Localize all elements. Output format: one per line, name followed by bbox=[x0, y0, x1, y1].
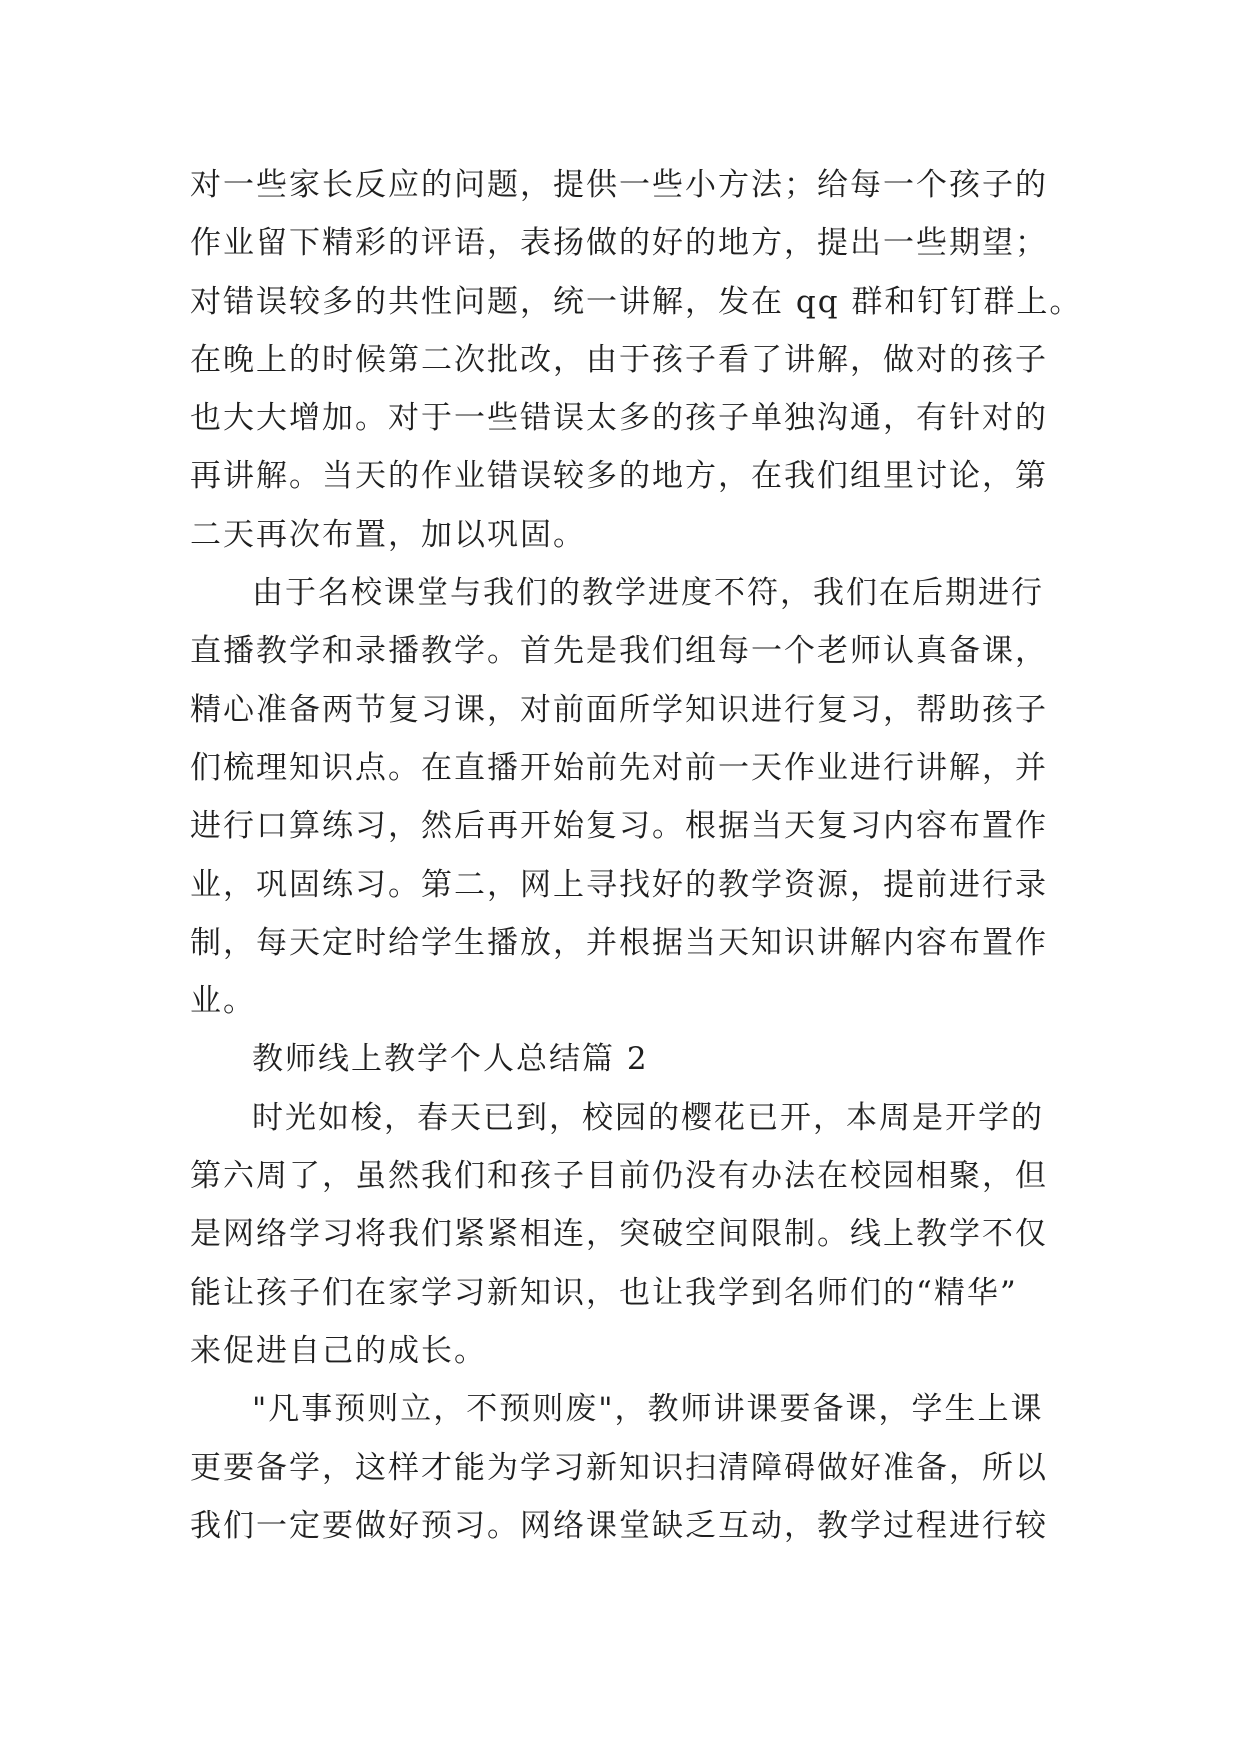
document-body bbox=[190, 156, 1083, 1555]
text-line: 们梳理知识点。在直播开始前先对前一天作业进行讲解，并 bbox=[190, 749, 1048, 786]
text-line: 是网络学习将我们紧紧相连，突破空间限制。线上教学不仅 bbox=[190, 1216, 1048, 1253]
text-line: 作业留下精彩的评语，表扬做的好的地方，提出一些期望； bbox=[190, 225, 1048, 262]
text-line: 制，每天定时给学生播放，并根据当天知识讲解内容布置作 bbox=[190, 924, 1048, 961]
text-line: 能让孩子们在家学习新知识，也让我学到名师们的“精华” bbox=[190, 1274, 1018, 1311]
text-line: 业，巩固练习。第二，网上寻找好的教学资源，提前进行录 bbox=[190, 866, 1048, 903]
text-line: 精心准备两节复习课，对前面所学知识进行复习，帮助孩子 bbox=[190, 691, 1048, 728]
section-heading: 教师线上教学个人总结篇 2 bbox=[252, 1041, 649, 1078]
text-line: 再讲解。当天的作业错误较多的地方，在我们组里讨论，第 bbox=[190, 458, 1048, 495]
text-line: 来促进自己的成长。 bbox=[190, 1332, 487, 1369]
text-line: 二天再次布置，加以巩固。 bbox=[190, 516, 586, 553]
text-line: 第六周了，虽然我们和孩子目前仍没有办法在校园相聚，但 bbox=[190, 1158, 1048, 1195]
text-line: 对错误较多的共性问题，统一讲解，发在 qq 群和钉钉群上。 bbox=[190, 283, 1083, 320]
text-line: 在晚上的时候第二次批改，由于孩子看了讲解，做对的孩子 bbox=[190, 341, 1048, 378]
paragraph-start-line: "凡事预则立，不预则废"，教师讲课要备课，学生上课 bbox=[252, 1391, 1044, 1428]
text-line: 进行口算练习，然后再开始复习。根据当天复习内容布置作 bbox=[190, 808, 1048, 845]
paragraph-start-line: 由于名校课堂与我们的教学进度不符，我们在后期进行 bbox=[252, 575, 1044, 612]
text-line: 也大大增加。对于一些错误太多的孩子单独沟通，有针对的 bbox=[190, 400, 1048, 437]
text-line: 直播教学和录播教学。首先是我们组每一个老师认真备课， bbox=[190, 633, 1048, 670]
text-line: 我们一定要做好预习。网络课堂缺乏互动，教学过程进行较 bbox=[190, 1507, 1048, 1544]
text-line: 业。 bbox=[190, 983, 256, 1020]
paragraph-start-line: 时光如梭，春天已到，校园的樱花已开，本周是开学的 bbox=[252, 1099, 1044, 1136]
text-line: 更要备学，这样才能为学习新知识扫清障碍做好准备，所以 bbox=[190, 1449, 1048, 1486]
text-line: 对一些家长反应的问题，提供一些小方法；给每一个孩子的 bbox=[190, 167, 1048, 203]
